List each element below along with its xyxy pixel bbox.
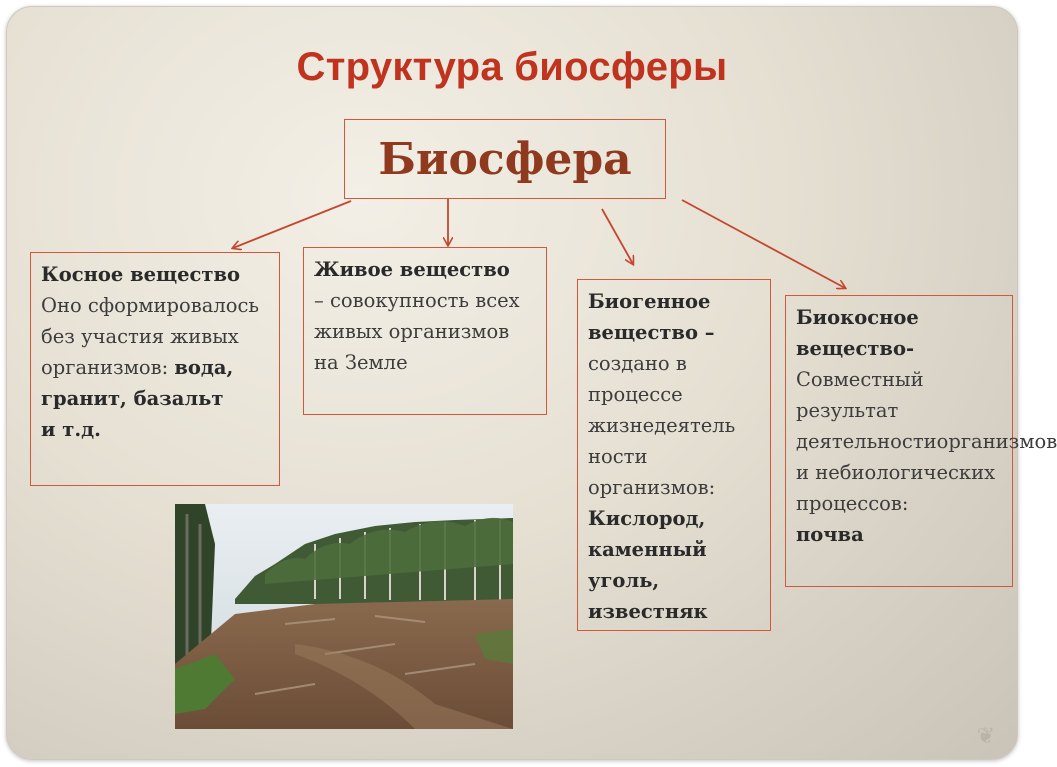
box-bioinert-matter — [785, 295, 1057, 587]
box-living-matter — [303, 247, 547, 415]
box-bioinert-text: Совместный результат деятельностиорганизмов и небиологических процессов: — [796, 368, 1057, 515]
root-node-biosphere: Биосфера — [344, 119, 666, 199]
arrow-to-bioinert — [682, 200, 845, 288]
box-living-text: – совокупность всех живых организмов на Земле — [314, 289, 520, 374]
box-inert-example-2: гранит, базальт — [41, 387, 224, 410]
box-biogenic-text: создано в процессе жизнедеятель ности организмов: — [588, 352, 736, 499]
box-inert-text: Оно сформировалось без участия живых организмов: — [41, 294, 259, 379]
arrow-to-inert — [233, 201, 351, 248]
arrow-to-biogenic — [602, 209, 633, 264]
box-bioinert-examples: почва — [796, 523, 864, 546]
box-inert-heading: Косное вещество — [41, 263, 241, 286]
box-inert-example-1: вода, — [174, 356, 234, 379]
box-biogenic-heading: Биогенное вещество – — [588, 290, 715, 344]
box-biogenic-examples: Кислород, каменный уголь, известняк — [588, 507, 708, 623]
corner-ornament-icon: ❦ — [976, 723, 995, 748]
box-inert-example-3: и т.д. — [41, 418, 101, 441]
box-inert-matter — [30, 252, 280, 486]
forest-clearing-photo — [175, 504, 513, 729]
box-bioinert-heading: Биокосное вещество- — [796, 306, 919, 360]
box-biogenic-matter — [577, 279, 771, 631]
slide — [6, 6, 1057, 760]
box-living-heading: Живое вещество — [314, 258, 510, 281]
slide-title: Структура биосферы — [296, 45, 728, 89]
